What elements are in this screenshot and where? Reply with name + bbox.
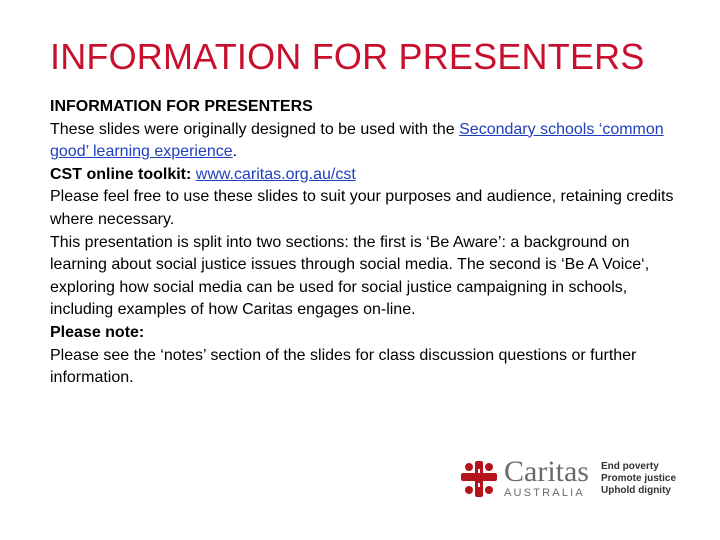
tagline-line: End poverty xyxy=(600,460,659,472)
intro-paragraph xyxy=(50,119,680,164)
intro-text: These slides were originally designed to be used with the xyxy=(50,120,460,138)
toolkit-link[interactable]: www.caritas.org.au/cst xyxy=(195,165,356,183)
free-use-paragraph: Please feel free to use these slides to suit your purposes and audience, retaining credits where necessary. xyxy=(50,188,674,228)
note-label: Please note: xyxy=(50,323,145,341)
sections-paragraph: This presentation is split into two sections: the first is ‘Be Aware’: a background on learning about social justice issues through social media. The second is ‘Be A Voice‘, exploring how social media can be used for social justice campaigning in schools, including examples of how Caritas engages on-line. xyxy=(50,233,650,319)
logo-tagline xyxy=(601,461,676,497)
logo-wordmark xyxy=(504,455,589,499)
tagline-line: Promote justice xyxy=(600,472,677,484)
slide-title: INFORMATION FOR PRESENTERS xyxy=(50,36,645,77)
secondary-schools-link[interactable]: Secondary schools ‘common good’ learning experience xyxy=(50,120,664,161)
intro-end: . xyxy=(232,143,238,161)
tagline-line: Uphold dignity xyxy=(600,484,671,496)
info-heading: INFORMATION FOR PRESENTERS xyxy=(50,98,313,115)
caritas-cross-icon xyxy=(460,459,498,499)
note-paragraph: Please see the ‘notes’ section of the slides for class discussion questions or further information. xyxy=(50,346,637,387)
logo-country: AUSTRALIA xyxy=(504,487,585,499)
toolkit-line xyxy=(50,164,680,187)
presenter-info xyxy=(50,96,680,390)
caritas-logo xyxy=(460,455,677,499)
toolkit-label: CST online toolkit: xyxy=(50,165,196,183)
logo-name: Caritas xyxy=(504,455,589,488)
